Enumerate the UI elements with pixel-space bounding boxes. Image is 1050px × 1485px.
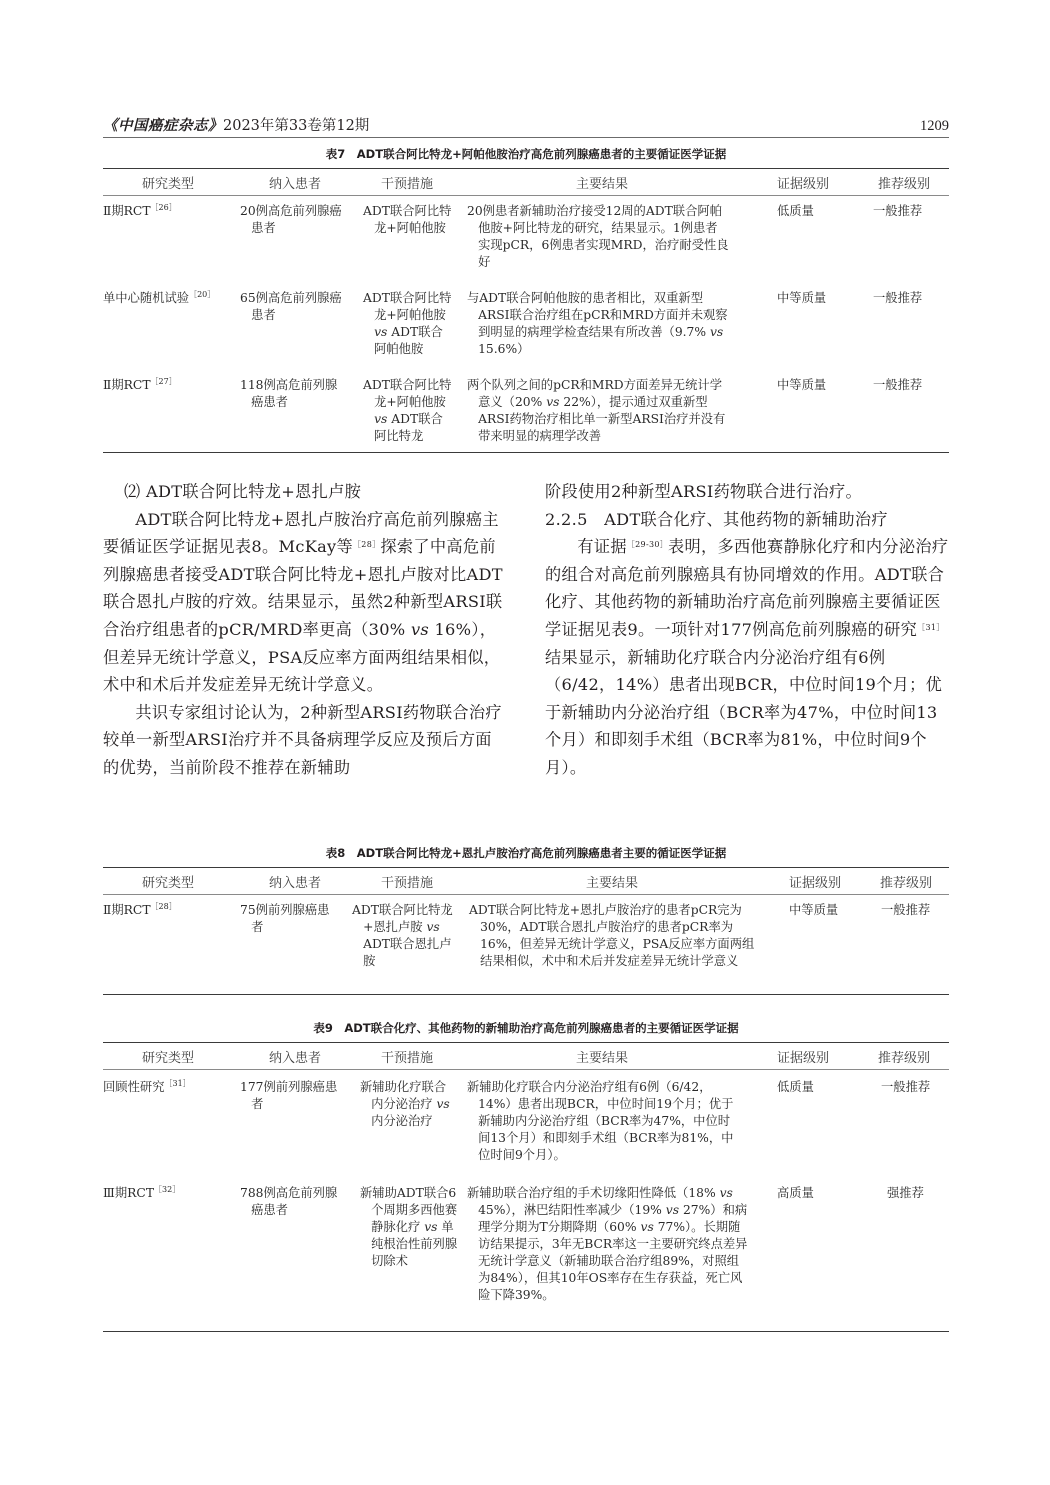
- cell-evidence: 中等质量: [789, 903, 839, 917]
- table-bottom-rule: [103, 994, 949, 995]
- body-paragraph: ADT联合阿比特龙+恩扎卢胺治疗高危前列腺癌主要循证医学证据见表8。McKay等$^{[28]}$探索了中高危前列腺癌患者接受ADT联合阿比特龙+恩扎卢胺对比ADT联合恩扎卢胺的疗效。结果显示，虽然2种新型ARSI联合治疗组患者的pCR/MRD率更高（30% vs 16%），但差异无统计学意义，PSA反应率方面两组结果相似，术中和术后并发症差异无统计学意义。: [103, 509, 503, 695]
- cell-evidence: 中等质量: [777, 378, 827, 392]
- table-9: [103, 1020, 949, 1332]
- citation-ref: ［28］: [353, 540, 381, 550]
- column-header: 证据级别: [788, 875, 841, 891]
- cell-recommendation: 一般推荐: [873, 291, 923, 305]
- table-caption: 表9 ADT联合化疗、其他药物的新辅助治疗高危前列腺癌患者的主要循证医学证据: [313, 1021, 739, 1035]
- table-header-row: [103, 169, 949, 195]
- cell-evidence: 高质量: [777, 1186, 814, 1200]
- cell-patients: 20例高危前列腺癌患者: [240, 204, 342, 235]
- cell-patients: 65例高危前列腺癌患者: [240, 291, 342, 322]
- header-rule: [103, 137, 949, 138]
- table-7: [103, 146, 949, 453]
- citation-ref: ［20］: [189, 290, 216, 299]
- cell-recommendation: 强推荐: [887, 1186, 924, 1200]
- page-number: 1209: [920, 118, 949, 134]
- cell-result: 两个队列之间的pCR和MRD方面差异无统计学意义（20% vs 22%），提示通过双重新型ARSI药物治疗相比单一新型ARSI治疗并没有带来明显的病理学改善: [467, 378, 726, 443]
- citation-ref: ［32］: [154, 1185, 181, 1194]
- table-row: [103, 1079, 949, 1185]
- body-paragraph: 有证据$^{[29-30]}$表明，多西他赛静脉化疗和内分泌治疗的组合对高危前列腺癌具有协同增效的作用。ADT联合化疗、其他药物的新辅助治疗高危前列腺癌主要循证医学证据见表9。一项针对177例高危前列腺癌的研究$^{[31]}$结果显示，新辅助化疗联合内分泌治疗组有6例（6/42，14%）患者出现BCR，中位时间19个月；优于新辅助内分泌治疗组（BCR率为47%，中位时间13个月）和即刻手术组（BCR率为81%，中位时间9个月）。: [545, 537, 949, 777]
- cell-intervention: ADT联合阿比特龙+阿帕他胺vs ADT联合阿帕他胺: [363, 291, 452, 356]
- table-8: [103, 845, 949, 995]
- column-header: 推荐级别: [879, 875, 932, 891]
- cell-evidence: 低质量: [777, 1080, 814, 1094]
- journal-issue: 2023年第33卷第12期: [223, 118, 370, 134]
- cell-intervention: ADT联合阿比特龙+恩扎卢胺 vs ADT联合恩扎卢胺: [352, 903, 453, 968]
- citation-ref: ［29-30］: [626, 540, 669, 550]
- table-header-row: [103, 868, 949, 894]
- column-header: 证据级别: [776, 1050, 829, 1066]
- citation-ref: ［31］: [917, 622, 945, 632]
- column-header: 纳入患者: [268, 875, 321, 891]
- table-row: [103, 902, 949, 994]
- body-paragraph: 共识专家组讨论认为，2种新型ARSI药物联合治疗较单一新型ARSI治疗并不具备病理学反应及预后方面的优势，当前阶段不推荐在新辅助: [103, 702, 502, 777]
- column-header: 主要结果: [575, 176, 628, 192]
- cell-evidence: 低质量: [777, 204, 814, 218]
- column-header: 研究类型: [141, 176, 194, 192]
- column-header: 干预措施: [380, 176, 433, 192]
- table-caption: 表7 ADT联合阿比特龙+阿帕他胺治疗高危前列腺癌患者的主要循证医学证据: [325, 147, 727, 161]
- column-header: 干预措施: [380, 875, 433, 891]
- citation-ref: ［27］: [150, 377, 177, 386]
- cell-study-type: 回顾性研究$^{[31]}$: [103, 1079, 191, 1094]
- column-header: 纳入患者: [268, 1050, 321, 1066]
- body-column-left: [103, 478, 507, 782]
- table-header-rule: [103, 1069, 949, 1070]
- section-heading: 2.2.5 ADT联合化疗、其他药物的新辅助治疗: [545, 509, 888, 529]
- cell-intervention: 新辅助ADT联合6个周期多西他赛静脉化疗 vs 单纯根治性前列腺切除术: [360, 1186, 458, 1268]
- table-row: [103, 290, 949, 377]
- cell-patients: 75例前列腺癌患者: [240, 903, 330, 934]
- cell-recommendation: 一般推荐: [873, 204, 923, 218]
- cell-intervention: ADT联合阿比特龙+阿帕他胺: [363, 204, 452, 235]
- table-row: [103, 203, 949, 290]
- citation-ref: ［28］: [150, 902, 177, 911]
- column-header: 纳入患者: [268, 176, 321, 192]
- cell-study-type: Ⅲ期$RCT^{[32]}$: [103, 1185, 181, 1200]
- cell-recommendation: 一般推荐: [873, 378, 923, 392]
- table-header-rule: [103, 894, 949, 895]
- table-bottom-rule: [103, 1331, 949, 1332]
- column-header: 主要结果: [575, 1050, 628, 1066]
- cell-study-type: Ⅱ期$RCT^{[28]}$: [103, 902, 177, 917]
- cell-recommendation: 一般推荐: [881, 903, 931, 917]
- citation-ref: ［26］: [150, 203, 177, 212]
- table-row: [103, 1185, 949, 1331]
- table-row: [103, 377, 949, 452]
- cell-study-type: Ⅱ期$RCT^{[26]}$: [103, 203, 177, 218]
- cell-study-type: Ⅱ期$RCT^{[27]}$: [103, 377, 177, 392]
- table-bottom-rule: [103, 452, 949, 453]
- cell-recommendation: 一般推荐: [881, 1080, 931, 1094]
- column-header: 主要结果: [585, 875, 638, 891]
- cell-intervention: ADT联合阿比特龙+阿帕他胺 vs ADT联合阿比特龙: [363, 378, 452, 443]
- body-column-right: [545, 478, 949, 782]
- cell-intervention: 新辅助化疗联合内分泌治疗 vs 内分泌治疗: [360, 1080, 450, 1128]
- cell-patients: 788例高危前列腺癌患者: [240, 1186, 338, 1217]
- table-caption: 表8 ADT联合阿比特龙+恩扎卢胺治疗高危前列腺癌患者主要的循证医学证据: [325, 846, 727, 860]
- journal-name: 《中国癌症杂志》: [103, 117, 223, 134]
- cell-result: 与ADT联合阿帕他胺的患者相比，双重新型ARSI联合治疗组在pCR和MRD方面并未观察到明显的病理学检查结果有所改善（9.7% vs 15.6%）: [467, 291, 728, 356]
- cell-result: ADT联合阿比特龙+恩扎卢胺治疗的患者pCR完为30%，ADT联合恩扎卢胺治疗的患者pCR率为16%，但差异无统计学意义，PSA反应率方面两组结果相似，术中和术后并发症差异无统计学意义: [469, 903, 755, 968]
- column-header: 推荐级别: [877, 1050, 930, 1066]
- column-header: 研究类型: [141, 875, 194, 891]
- body-paragraph-continued: 阶段使用2种新型ARSI药物联合进行治疗。: [545, 482, 862, 501]
- citation-ref: ［31］: [164, 1079, 191, 1088]
- column-header: 推荐级别: [877, 176, 930, 192]
- column-header: 干预措施: [380, 1050, 433, 1066]
- running-head: [103, 116, 949, 136]
- cell-result: 新辅助联合治疗组的手术切缘阳性降低（18% vs 45%），淋巴结阳性率减少（19% vs 27%）和病理学分期为T分期降期（60% vs 77%）。长期随访结果提示，3年无BCR率这一主要研究终点差异无统计学意义（新辅助联合治疗组89%，对照组为84%），但其10年OS率存在生存获益，死亡风险下降39%。: [467, 1186, 748, 1302]
- column-header: 证据级别: [776, 176, 829, 192]
- cell-evidence: 中等质量: [777, 291, 827, 305]
- cell-result: 20例患者新辅助治疗接受12周的ADT联合阿帕他胺+阿比特龙的研究，结果显示。1例患者实现pCR，6例患者实现MRD，治疗耐受性良好: [467, 204, 729, 269]
- journal-citation: [103, 116, 369, 136]
- column-header: 研究类型: [141, 1050, 194, 1066]
- cell-patients: 118例高危前列腺癌患者: [240, 378, 338, 409]
- cell-patients: 177例前列腺癌患者: [240, 1080, 338, 1111]
- cell-study-type: 单中心随机试验$^{[20]}$: [103, 290, 216, 305]
- subheading: ⑵ ADT联合阿比特龙+恩扎卢胺: [124, 482, 362, 501]
- cell-result: 新辅助化疗联合内分泌治疗组有6例（6/42，14%）患者出现BCR，中位时间19个月；优于新辅助内分泌治疗组（BCR率为47%，中位时间13个月）和即刻手术组（BCR率为81%，中位时间9个月）。: [467, 1080, 734, 1162]
- table-header-row: [103, 1043, 949, 1069]
- table-header-rule: [103, 195, 949, 196]
